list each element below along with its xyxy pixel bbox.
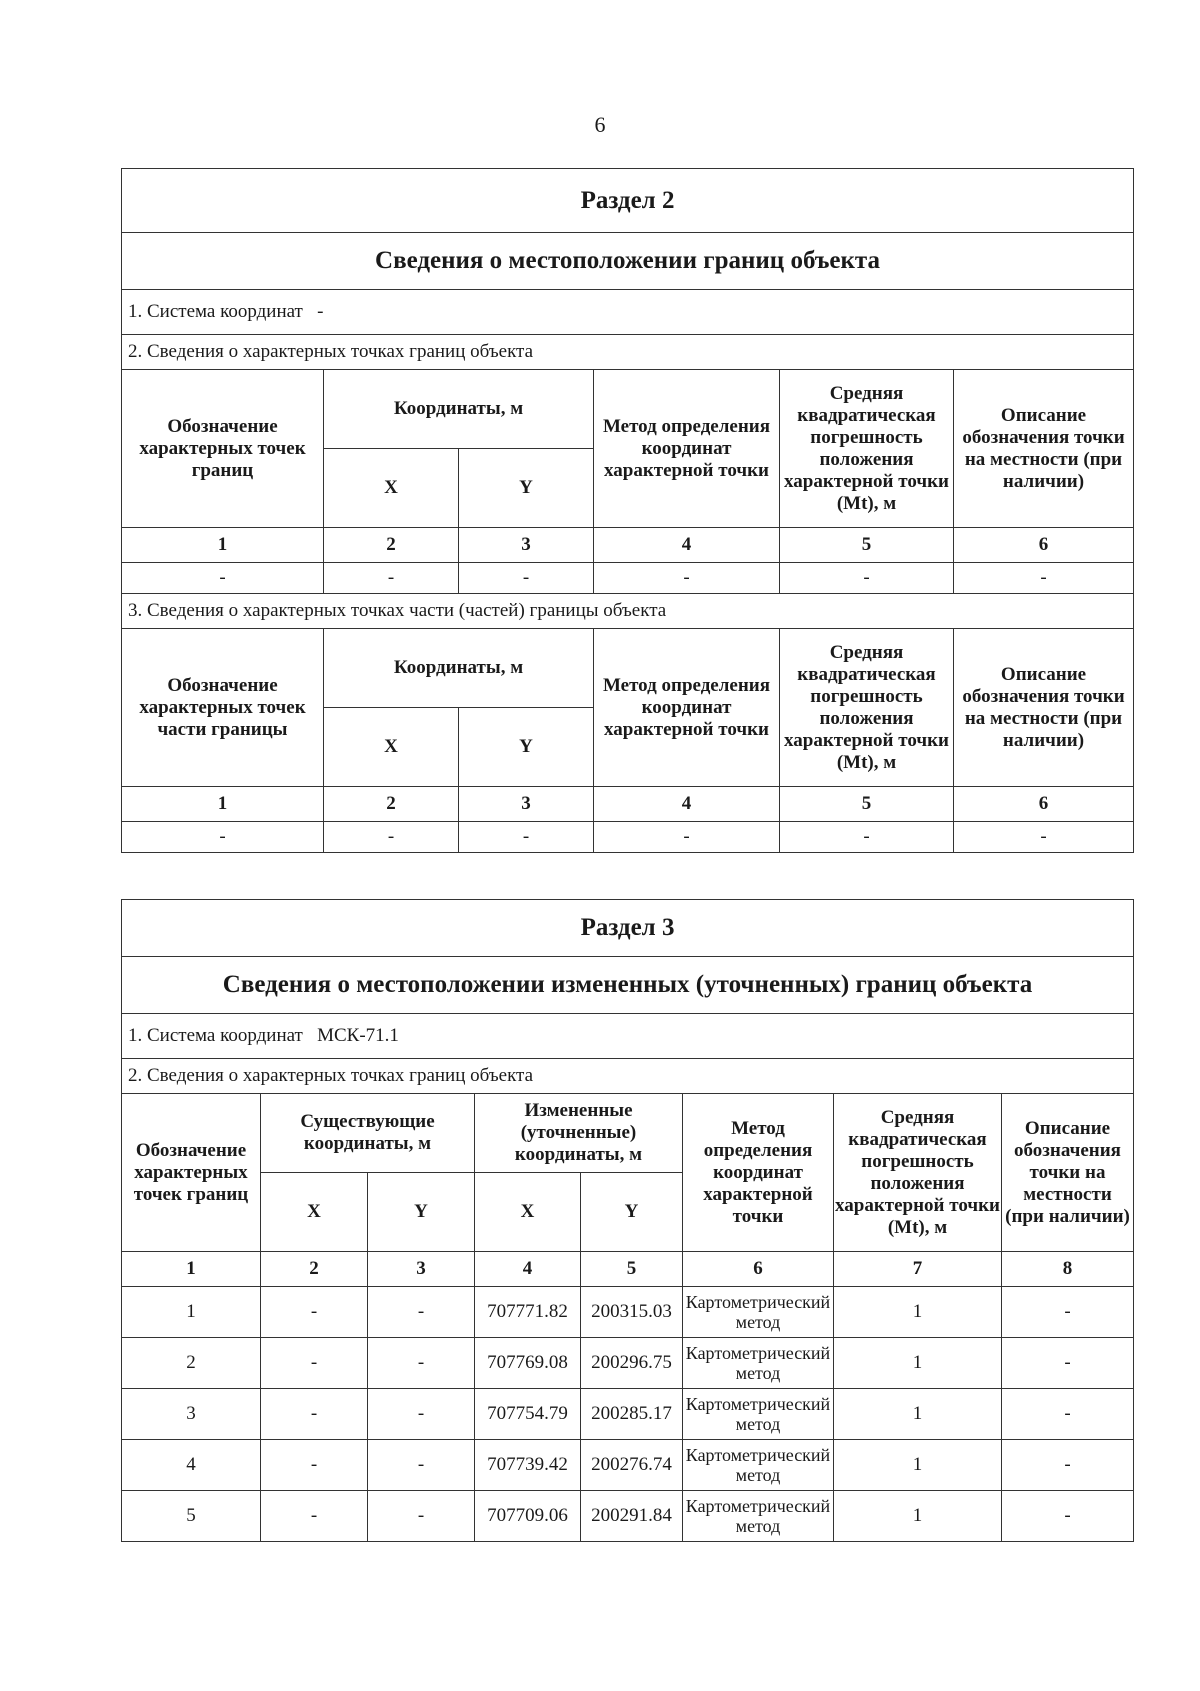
part-2-title: 2. Сведения о характерных точках границ объекта bbox=[122, 1059, 1134, 1094]
coord-system-value: МСК-71.1 bbox=[317, 1025, 399, 1046]
mt-error: 1 bbox=[834, 1338, 1002, 1389]
point-id: 1 bbox=[122, 1287, 261, 1338]
header-y: Y bbox=[459, 449, 594, 528]
part-2-title: 2. Сведения о характерных точках границ объекта bbox=[122, 335, 1134, 370]
header-error: Средняя квадратическая погрешность положения характерной точки (Mt), м bbox=[780, 370, 954, 528]
existing-y: - bbox=[368, 1491, 475, 1542]
method: Картометрический метод bbox=[683, 1338, 834, 1389]
changed-y: 200276.74 bbox=[581, 1440, 683, 1491]
section-2-title: Раздел 2 bbox=[122, 169, 1134, 233]
method: Картометрический метод bbox=[683, 1389, 834, 1440]
coord-system-row bbox=[122, 290, 1134, 335]
column-number: 3 bbox=[368, 1252, 475, 1287]
header-point: Обозначение характерных точек границ bbox=[122, 370, 324, 528]
point-id: 5 bbox=[122, 1491, 261, 1542]
table-cell: - bbox=[780, 563, 954, 594]
existing-x: - bbox=[261, 1440, 368, 1491]
mt-error: 1 bbox=[834, 1287, 1002, 1338]
table-cell: - bbox=[459, 822, 594, 853]
existing-x: - bbox=[261, 1389, 368, 1440]
table-row bbox=[122, 1440, 1134, 1491]
existing-y: - bbox=[368, 1440, 475, 1491]
header-method: Метод определения координат характерной точки bbox=[594, 629, 780, 787]
existing-y: - bbox=[368, 1338, 475, 1389]
changed-y: 200296.75 bbox=[581, 1338, 683, 1389]
table-cell: - bbox=[594, 822, 780, 853]
existing-y: - bbox=[368, 1287, 475, 1338]
description: - bbox=[1002, 1287, 1134, 1338]
header-x: X bbox=[324, 708, 459, 787]
description: - bbox=[1002, 1491, 1134, 1542]
method: Картометрический метод bbox=[683, 1440, 834, 1491]
part-3-title: 3. Сведения о характерных точках части (частей) границы объекта bbox=[122, 594, 1134, 629]
column-number: 6 bbox=[683, 1252, 834, 1287]
table-row bbox=[122, 563, 1134, 594]
table-cell: - bbox=[954, 822, 1134, 853]
coord-system-label: 1. Система координат bbox=[128, 301, 303, 322]
column-number: 5 bbox=[780, 528, 954, 563]
table-cell: - bbox=[594, 563, 780, 594]
header-error: Средняя квадратическая погрешность положения характерной точки (Mt), м bbox=[834, 1094, 1002, 1252]
column-number: 1 bbox=[122, 528, 324, 563]
changed-y: 200285.17 bbox=[581, 1389, 683, 1440]
header-description: Описание обозначения точки на местности (при наличии) bbox=[954, 629, 1134, 787]
header-description: Описание обозначения точки на местности (при наличии) bbox=[1002, 1094, 1134, 1252]
header-error: Средняя квадратическая погрешность положения характерной точки (Mt), м bbox=[780, 629, 954, 787]
header-coords: Координаты, м bbox=[324, 629, 594, 708]
header-y: Y bbox=[581, 1173, 683, 1252]
header-existing-coords: Существующие координаты, м bbox=[261, 1094, 475, 1173]
section-2-table bbox=[121, 168, 1134, 853]
header-method: Метод определения координат характерной точки bbox=[683, 1094, 834, 1252]
point-id: 4 bbox=[122, 1440, 261, 1491]
changed-x: 707709.06 bbox=[475, 1491, 581, 1542]
header-point: Обозначение характерных точек части границы bbox=[122, 629, 324, 787]
mt-error: 1 bbox=[834, 1389, 1002, 1440]
table-cell: - bbox=[324, 822, 459, 853]
table-row bbox=[122, 1287, 1134, 1338]
mt-error: 1 bbox=[834, 1440, 1002, 1491]
header-method: Метод определения координат характерной точки bbox=[594, 370, 780, 528]
table-cell: - bbox=[122, 822, 324, 853]
section-3-table bbox=[121, 899, 1134, 1542]
mt-error: 1 bbox=[834, 1491, 1002, 1542]
column-number: 5 bbox=[780, 787, 954, 822]
changed-y: 200291.84 bbox=[581, 1491, 683, 1542]
changed-x: 707739.42 bbox=[475, 1440, 581, 1491]
table-row bbox=[122, 1338, 1134, 1389]
table-cell: - bbox=[954, 563, 1134, 594]
column-number: 3 bbox=[459, 528, 594, 563]
column-number: 4 bbox=[594, 787, 780, 822]
header-y: Y bbox=[459, 708, 594, 787]
table-cell: - bbox=[122, 563, 324, 594]
table-cell: - bbox=[324, 563, 459, 594]
column-number: 6 bbox=[954, 528, 1134, 563]
description: - bbox=[1002, 1338, 1134, 1389]
section-3-title: Раздел 3 bbox=[122, 900, 1134, 957]
column-number: 8 bbox=[1002, 1252, 1134, 1287]
existing-x: - bbox=[261, 1491, 368, 1542]
column-number: 1 bbox=[122, 787, 324, 822]
coord-system-value: - bbox=[317, 301, 324, 322]
column-number: 5 bbox=[581, 1252, 683, 1287]
column-number: 7 bbox=[834, 1252, 1002, 1287]
changed-x: 707771.82 bbox=[475, 1287, 581, 1338]
column-number: 2 bbox=[324, 528, 459, 563]
header-point: Обозначение характерных точек границ bbox=[122, 1094, 261, 1252]
table-row bbox=[122, 1491, 1134, 1542]
point-id: 2 bbox=[122, 1338, 261, 1389]
page-number: 6 bbox=[594, 112, 606, 137]
header-x: X bbox=[261, 1173, 368, 1252]
method: Картометрический метод bbox=[683, 1287, 834, 1338]
section-3-subtitle: Сведения о местоположении измененных (уточненных) границ объекта bbox=[122, 957, 1134, 1014]
column-number: 6 bbox=[954, 787, 1134, 822]
existing-x: - bbox=[261, 1338, 368, 1389]
coord-system-row bbox=[122, 1014, 1134, 1059]
table-row bbox=[122, 1389, 1134, 1440]
header-changed-coords: Измененные (уточненные) координаты, м bbox=[475, 1094, 683, 1173]
column-number: 1 bbox=[122, 1252, 261, 1287]
existing-x: - bbox=[261, 1287, 368, 1338]
section-2-subtitle: Сведения о местоположении границ объекта bbox=[122, 233, 1134, 290]
description: - bbox=[1002, 1440, 1134, 1491]
method: Картометрический метод bbox=[683, 1491, 834, 1542]
existing-y: - bbox=[368, 1389, 475, 1440]
header-coords: Координаты, м bbox=[324, 370, 594, 449]
changed-x: 707769.08 bbox=[475, 1338, 581, 1389]
column-number: 4 bbox=[594, 528, 780, 563]
table-cell: - bbox=[780, 822, 954, 853]
table-row bbox=[122, 822, 1134, 853]
column-number: 2 bbox=[324, 787, 459, 822]
column-number: 3 bbox=[459, 787, 594, 822]
column-number: 4 bbox=[475, 1252, 581, 1287]
header-description: Описание обозначения точки на местности (при наличии) bbox=[954, 370, 1134, 528]
header-x: X bbox=[475, 1173, 581, 1252]
changed-y: 200315.03 bbox=[581, 1287, 683, 1338]
coord-system-label: 1. Система координат bbox=[128, 1025, 303, 1046]
description: - bbox=[1002, 1389, 1134, 1440]
header-x: X bbox=[324, 449, 459, 528]
table-cell: - bbox=[459, 563, 594, 594]
changed-x: 707754.79 bbox=[475, 1389, 581, 1440]
point-id: 3 bbox=[122, 1389, 261, 1440]
column-number: 2 bbox=[261, 1252, 368, 1287]
header-y: Y bbox=[368, 1173, 475, 1252]
